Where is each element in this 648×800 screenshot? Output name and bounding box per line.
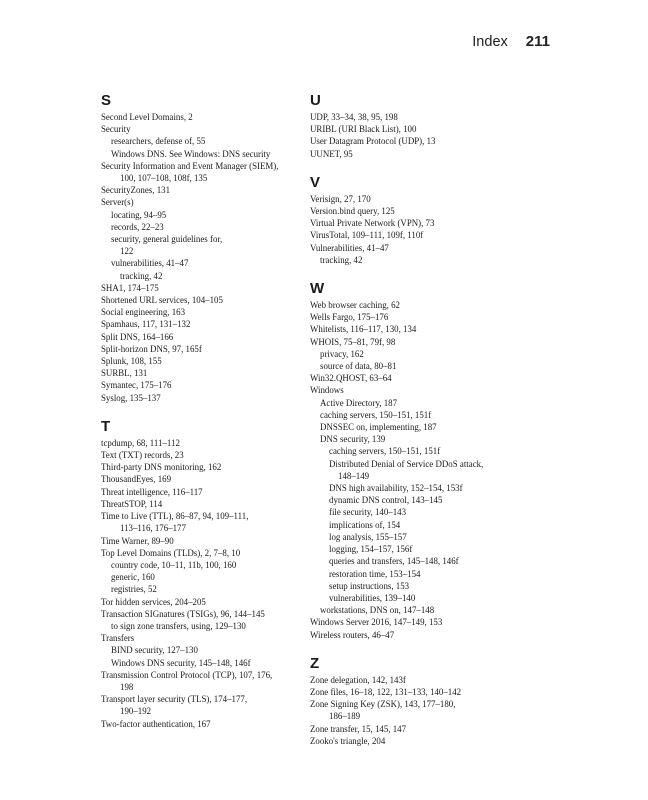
index-subentry: 186–189 — [329, 711, 361, 722]
index-entry: VirusTotal, 109–111, 109f, 110f — [310, 230, 424, 241]
index-entry: Zooko's triangle, 204 — [310, 735, 386, 746]
index-subentry: source of data, 80–81 — [320, 361, 397, 372]
index-subentry: restoration time, 153–154 — [329, 568, 421, 579]
index-subentry: queries and transfers, 145–148, 146f — [329, 556, 459, 567]
page-number: 211 — [525, 33, 550, 50]
index-subentry: vulnerabilities, 139–140 — [329, 592, 416, 603]
index-subentry: researchers, defense of, 55 — [111, 136, 206, 147]
index-subentry: Windows DNS security, 145–148, 146f — [111, 657, 251, 668]
section-letter: W — [310, 280, 325, 298]
index-entry: Transfers — [101, 633, 135, 644]
index-section-z — [310, 656, 550, 747]
index-entry: UUNET, 95 — [310, 148, 353, 159]
index-entry: Time Warner, 89–90 — [101, 535, 174, 546]
index-entry: Wells Fargo, 175–176 — [310, 312, 389, 323]
index-subentry: privacy, 162 — [320, 348, 364, 359]
index-subentry: locating, 94–95 — [111, 209, 167, 220]
index-subentry: DNS high availability, 152–154, 153f — [329, 483, 463, 494]
index-entry: Vulnerabilities, 41–47 — [310, 242, 389, 253]
index-entry: Zone Signing Key (ZSK), 143, 177–180, — [310, 699, 456, 710]
index-entry: User Datagram Protocol (UDP), 13 — [310, 136, 436, 147]
index-subentry: caching servers, 150–151, 151f — [329, 446, 441, 457]
index-subentry: 113–116, 176–177 — [120, 523, 186, 534]
index-entry: Version.bind query, 125 — [310, 206, 395, 217]
index-entry: Windows Server 2016, 147–149, 153 — [310, 617, 443, 628]
index-entry: Transport layer security (TLS), 174–177, — [101, 694, 248, 705]
index-entry: Verisign, 27, 170 — [310, 193, 371, 204]
index-subentry: 122 — [120, 246, 134, 257]
index-subentry: records, 22–23 — [111, 221, 164, 232]
running-header — [472, 33, 550, 50]
index-subentry: file security, 140–143 — [329, 507, 407, 518]
section-letter: T — [101, 417, 111, 435]
index-subentry: logging, 154–157, 156f — [329, 544, 413, 555]
index-subentry: 100, 107–108, 108f, 135 — [120, 173, 208, 184]
index-entry: Win32.QHOST, 63–64 — [310, 373, 392, 384]
index-subentry: 190–192 — [120, 706, 152, 717]
section-letter: S — [101, 92, 112, 109]
index-entry: Symantec, 175–176 — [101, 380, 172, 391]
index-entry: Virtual Private Network (VPN), 73 — [310, 218, 435, 229]
index-entry: Zone delegation, 142, 143f — [310, 674, 406, 685]
index-entry: Windows — [310, 385, 344, 396]
index-subentry: to sign zone transfers, using, 129–130 — [111, 620, 246, 631]
index-subentry: Active Directory, 187 — [320, 397, 398, 408]
index-entry: Whitelists, 116–117, 130, 134 — [310, 324, 417, 335]
index-entry: URIBL (URI Black List), 100 — [310, 124, 417, 135]
index-subentry: security, general guidelines for, — [111, 234, 223, 245]
index-entry: Text (TXT) records, 23 — [101, 450, 184, 461]
index-entry: Spamhaus, 117, 131–132 — [101, 319, 191, 330]
index-entry: Zone files, 16–18, 122, 131–133, 140–142 — [310, 686, 462, 697]
index-entry: tcpdump, 68, 111–112 — [101, 437, 180, 448]
index-subentry: dynamic DNS control, 143–145 — [329, 495, 443, 506]
index-subentry: DNSSEC on, implementing, 187 — [320, 422, 437, 433]
index-subentry: workstations, DNS on, 147–148 — [320, 605, 435, 616]
index-entry: Split-horizon DNS, 97, 165f — [101, 343, 202, 354]
index-entry: Splunk, 108, 155 — [101, 356, 162, 367]
index-entry: Server(s) — [101, 197, 134, 208]
index-entry: Threat intelligence, 116–117 — [101, 486, 203, 497]
index-entry: Transaction SIGnatures (TSIGs), 96, 144–145 — [101, 608, 265, 619]
index-entry: SURBL, 131 — [101, 368, 148, 379]
index-subentry: country code, 10–11, 11b, 100, 160 — [111, 559, 237, 570]
index-entry: Security — [101, 124, 131, 135]
index-entry: Transmission Control Protocol (TCP), 107, 176, — [101, 669, 273, 680]
index-subentry: 148–149 — [338, 470, 370, 481]
index-entry: Shortened URL services, 104–105 — [101, 295, 223, 306]
index-subentry: implications of, 154 — [329, 519, 401, 530]
index-section-w — [310, 281, 550, 641]
index-subentry: Distributed Denial of Service DDoS attack, — [329, 458, 484, 469]
index-entry: Split DNS, 164–166 — [101, 331, 174, 342]
section-letter: U — [310, 92, 321, 109]
index-entry: Zone transfer, 15, 145, 147 — [310, 723, 407, 734]
index-subentry: Windows DNS. See Windows: DNS security — [111, 148, 271, 159]
index-entry: Security Information and Event Manager (SIEM), — [101, 160, 279, 171]
index-entry: WHOIS, 75–81, 79f, 98 — [310, 336, 396, 347]
index-subentry: generic, 160 — [111, 572, 155, 583]
index-entry: Second Level Domains, 2 — [101, 112, 193, 122]
index-subentry: BIND security, 127–130 — [111, 645, 198, 656]
index-column-right — [310, 93, 550, 762]
index-entry: Syslog, 135–137 — [101, 392, 161, 403]
index-entry: Social engineering, 163 — [101, 307, 186, 318]
index-entry: Web browser caching, 62 — [310, 300, 400, 311]
index-subentry: caching servers, 150–151, 151f — [320, 409, 432, 420]
index-entry: SHA1, 174–175 — [101, 282, 159, 293]
index-section-v — [310, 175, 550, 266]
index-entry: Time to Live (TTL), 86–87, 94, 109–111, — [101, 511, 249, 522]
index-entry: SecurityZones, 131 — [101, 185, 171, 196]
index-subentry: 198 — [120, 681, 134, 692]
section-letter: V — [310, 173, 321, 191]
index-subentry: vulnerabilities, 41–47 — [111, 258, 189, 269]
section-letter: Z — [310, 654, 320, 672]
index-section-t — [101, 419, 301, 730]
index-section-s — [101, 93, 301, 404]
index-entry: Wireless routers, 46–47 — [310, 629, 395, 640]
index-subentry: registries, 52 — [111, 584, 157, 595]
index-subentry: setup instructions, 153 — [329, 580, 410, 591]
index-entry: UDP, 33–34, 38, 95, 198 — [310, 112, 398, 122]
index-entry: Top Level Domains (TLDs), 2, 7–8, 10 — [101, 547, 241, 558]
index-subentry: tracking, 42 — [120, 270, 163, 281]
header-label: Index — [472, 34, 508, 50]
index-subentry: tracking, 42 — [320, 254, 363, 265]
index-entry: Two-factor authentication, 167 — [101, 718, 211, 729]
index-column-left — [101, 93, 301, 745]
index-entry: ThreatSTOP, 114 — [101, 498, 163, 509]
index-entry: Third-party DNS monitoring, 162 — [101, 462, 222, 473]
index-subentry: DNS security, 139 — [320, 434, 386, 445]
index-entry: Tor hidden services, 204–205 — [101, 596, 206, 607]
index-section-u — [310, 93, 550, 160]
index-subentry: log analysis, 155–157 — [329, 531, 407, 542]
index-entry: ThousandEyes, 169 — [101, 474, 172, 485]
